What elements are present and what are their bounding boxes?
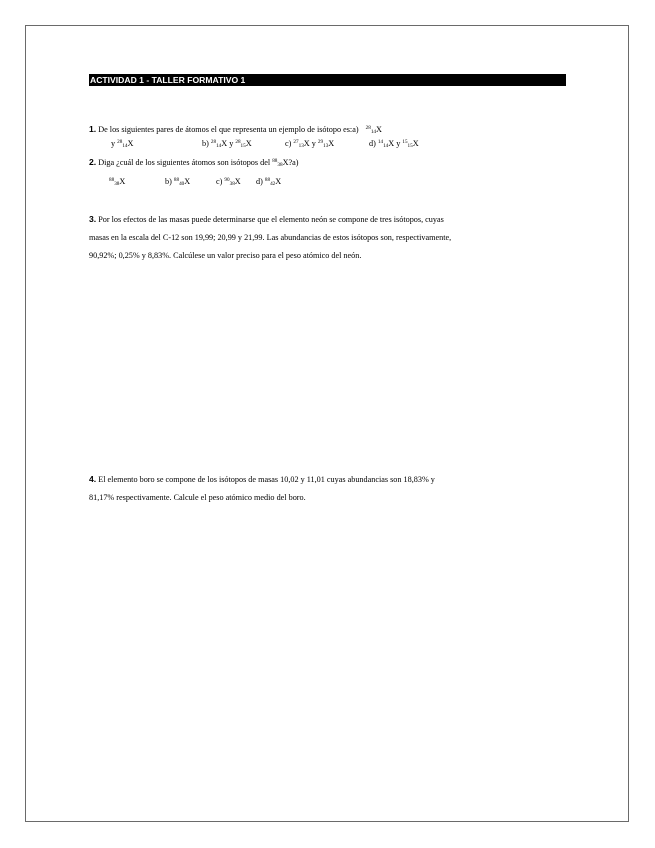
q1-option-a-mass-2: 28 <box>117 139 123 145</box>
q2-option-c <box>216 176 241 187</box>
question-4-line-1: El elemento boro se compone de los isótopos de masas 10,02 y 11,01 cuyas abundancias son 18,83% y <box>98 475 435 484</box>
q2-option-c-symbol: X <box>234 177 241 186</box>
question-4-line-2: 81,17% respectivamente. Calcule el peso atómico medio del boro. <box>89 493 306 502</box>
q2-option-d-mass: 88 <box>264 177 271 183</box>
q1-option-b-mass-1: 28 <box>210 139 217 145</box>
q1-option-c-z-2: 13 <box>323 143 329 149</box>
q2-option-d-label: d) <box>256 177 263 186</box>
q2-option-d-symbol: X <box>275 177 282 186</box>
q1-option-c-label: c) <box>285 139 292 148</box>
q1-option-d-symbol-2: X <box>412 139 419 148</box>
q2-ref-symbol: X? <box>282 158 293 167</box>
q2-ref-mass: 88 <box>272 158 278 164</box>
q2-option-b-symbol: X <box>184 177 191 186</box>
activity-title: ACTIVIDAD 1 - TALLER FORMATIVO 1 <box>89 74 566 86</box>
q1-option-b-symbol-2: X <box>245 139 252 148</box>
q1-option-a-mass-1: 28 <box>365 125 371 131</box>
q1-option-d-symbol-1: X y <box>388 139 401 148</box>
q2-option-c-z: 38 <box>229 181 235 187</box>
q1-option-a-join: y <box>111 139 116 148</box>
q2-option-b <box>165 176 190 187</box>
q1-option-a-z-1: 14 <box>370 129 376 135</box>
q1-option-b-label: b) <box>202 139 209 148</box>
q1-option-c-symbol-2: X <box>328 139 335 148</box>
q1-option-c-symbol-1: X y <box>303 139 316 148</box>
q1-option-c-mass-2: 29 <box>317 139 324 145</box>
question-3-line-2: masas en la escala del C-12 son 19,99; 20,99 y 21,99. Las abundancias de estos isótopos son, respectivamente, <box>89 233 452 242</box>
q1-option-c <box>285 138 334 149</box>
q2-option-b-mass: 88 <box>173 177 180 183</box>
q2-ref-z: 38 <box>277 162 283 168</box>
q1-option-a-symbol-1: X <box>376 125 382 134</box>
q1-option-d-z-1: 14 <box>383 143 389 149</box>
q1-option-d <box>369 138 419 149</box>
question-1-options <box>111 138 133 149</box>
question-1-number: 1. <box>89 124 97 134</box>
q2-option-b-label: b) <box>165 177 172 186</box>
q1-option-b-z-1: 14 <box>216 143 222 149</box>
q1-option-a-symbol-2: X <box>127 139 134 148</box>
question-1 <box>89 124 382 135</box>
question-3-number: 3. <box>89 214 97 224</box>
q2-option-a-symbol: X <box>119 177 126 186</box>
q2-option-a-label: a) <box>292 158 299 167</box>
q1-option-d-mass-1: 14 <box>377 139 384 145</box>
q2-option-d <box>256 176 281 187</box>
q2-option-a-z: 38 <box>114 181 120 187</box>
question-4 <box>89 470 567 507</box>
q2-option-a <box>109 176 125 187</box>
q1-option-d-mass-2: 15 <box>402 139 408 145</box>
question-2-text: Diga ¿cuál de los siguientes átomos son isótopos del <box>98 158 271 167</box>
q1-option-b <box>202 138 252 149</box>
q1-option-b-symbol-1: X y <box>221 139 234 148</box>
question-3 <box>89 210 567 265</box>
q1-option-d-z-2: 15 <box>407 143 413 149</box>
question-1-text: De los siguientes pares de átomos el que representa un ejemplo de isótopo es: <box>98 125 353 134</box>
q2-option-a-mass: 88 <box>109 177 115 183</box>
q1-option-b-z-2: 15 <box>240 143 246 149</box>
q2-option-c-mass: 90 <box>224 177 230 183</box>
question-3-line-3: 90,92%; 0,25% y 8,83%. Calcúlese un valor preciso para el peso atómico del neón. <box>89 251 362 260</box>
q1-option-b-mass-2: 28 <box>235 139 241 145</box>
q1-option-c-z-1: 13 <box>298 143 304 149</box>
question-4-number: 4. <box>89 474 97 484</box>
q1-option-a-z-2: 14 <box>122 143 128 149</box>
q1-option-c-mass-1: 27 <box>293 139 299 145</box>
q1-option-a-label: a) <box>352 125 359 134</box>
q1-option-d-label: d) <box>369 139 376 148</box>
q2-option-b-z: 40 <box>179 181 185 187</box>
question-3-line-1: Por los efectos de las masas puede determinarse que el elemento neón se compone de tres isótopos, cuyas <box>98 215 444 224</box>
q2-option-d-z: 42 <box>270 181 276 187</box>
question-2-number: 2. <box>89 157 97 167</box>
q2-option-c-label: c) <box>216 177 223 186</box>
question-2 <box>89 157 298 168</box>
